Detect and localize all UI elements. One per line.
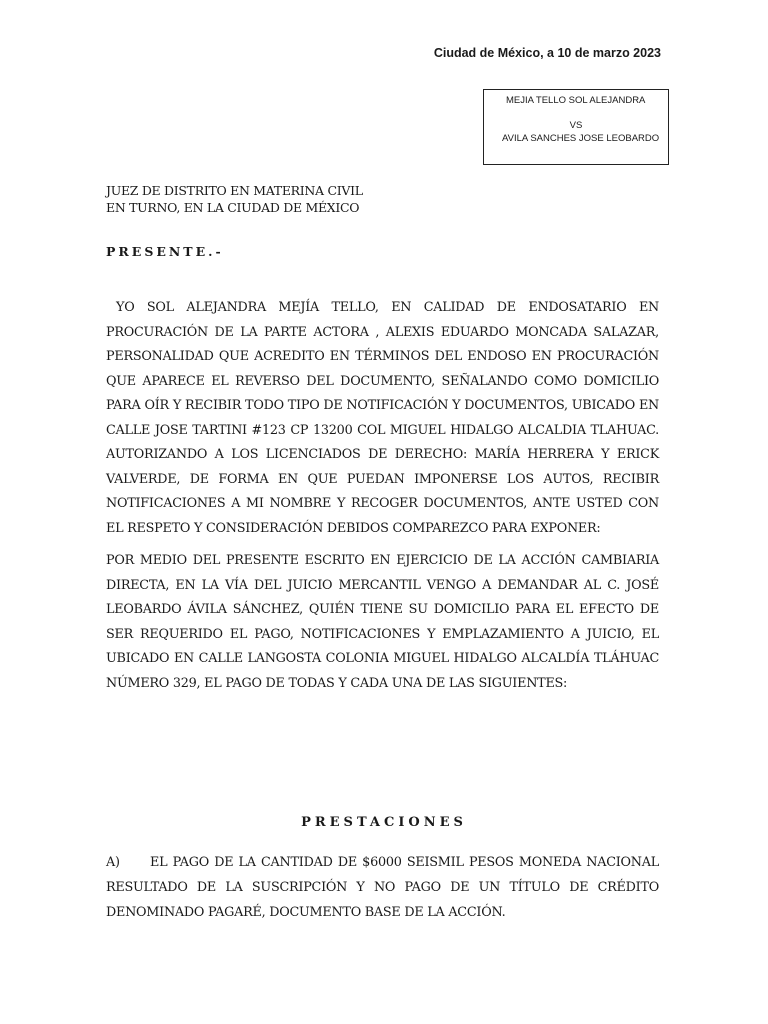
- date-line: Ciudad de México, a 10 de marzo 2023: [433, 46, 661, 60]
- body-paragraph-2: POR MEDIO DEL PRESENTE ESCRITO EN EJERCICIO DE LA ACCIÓN CAMBIARIA DIRECTA, EN LA VÍA DEL JUICIO MERCANTIL VENGO A DEMANDAR AL C. JOSÉ LEOBARDO ÁVILA SÁNCHEZ, QUIÉN TIENE SU DOMICILIO PARA EL EFECTO DE SER REQUERIDO EL PAGO, NOTIFICACIONES Y EMPLAZAMIENTO A JUICIO, EL UBICADO EN CALLE LANGOSTA COLONIA MIGUEL HIDALGO ALCALDÍA TLÁHUAC NÚMERO 329, EL PAGO DE TODAS Y CADA UNA DE LAS SIGUIENTES:: [106, 553, 659, 691]
- prestacion-marker: A): [106, 855, 120, 870]
- prestacion-item: [106, 850, 659, 925]
- section-heading-prestaciones: PRESTACIONES: [301, 815, 467, 830]
- plaintiff-name: MEJIA TELLO SOL ALEJANDRA: [506, 95, 646, 106]
- case-caption-box: [483, 89, 669, 165]
- versus-label: VS: [569, 120, 583, 131]
- addressee-line-1: JUEZ DE DISTRITO EN MATERINA CIVIL: [106, 183, 363, 198]
- salutation: PRESENTE.-: [106, 244, 224, 259]
- body-paragraph-1: YO SOL ALEJANDRA MEJÍA TELLO, EN CALIDAD DE ENDOSATARIO EN PROCURACIÓN DE LA PARTE ACTORA , ALEXIS EDUARDO MONCADA SALAZAR, PERSONALIDAD QUE ACREDITO EN TÉRMINOS DEL ENDOSO EN PROCURACIÓN QUE APARECE EL REVERSO DEL DOCUMENTO, SEÑALANDO COMO DOMICILIO PARA OÍR Y RECIBIR TODO TIPO DE NOTIFICACIÓN Y DOCUMENTOS, UBICADO EN CALLE JOSE TARTINI #123 CP 13200 COL MIGUEL HIDALGO ALCALDIA TLAHUAC. AUTORIZANDO A LOS LICENCIADOS DE DERECHO: MARÍA HERRERA Y ERICK VALVERDE, DE FORMA EN QUE PUEDAN IMPONERSE LOS AUTOS, RECIBIR NOTIFICACIONES A MI NOMBRE Y RECOGER DOCUMENTOS, ANTE USTED CON EL RESPETO Y CONSIDERACIÓN DEBIDOS COMPAREZCO PARA EXPONER:: [106, 300, 659, 536]
- addressee-block: [106, 182, 363, 216]
- addressee-line-2: EN TURNO, EN LA CIUDAD DE MÉXICO: [106, 200, 360, 215]
- defendant-name: AVILA SANCHES JOSE LEOBARDO: [502, 133, 660, 144]
- prestacion-text: EL PAGO DE LA CANTIDAD DE $6000 SEISMIL PESOS MONEDA NACIONAL RESULTADO DE LA SUSCRIPCIÓN Y NO PAGO DE UN TÍTULO DE CRÉDITO DENOMINADO PAGARÉ, DOCUMENTO BASE DE LA ACCIÓN.: [106, 855, 659, 920]
